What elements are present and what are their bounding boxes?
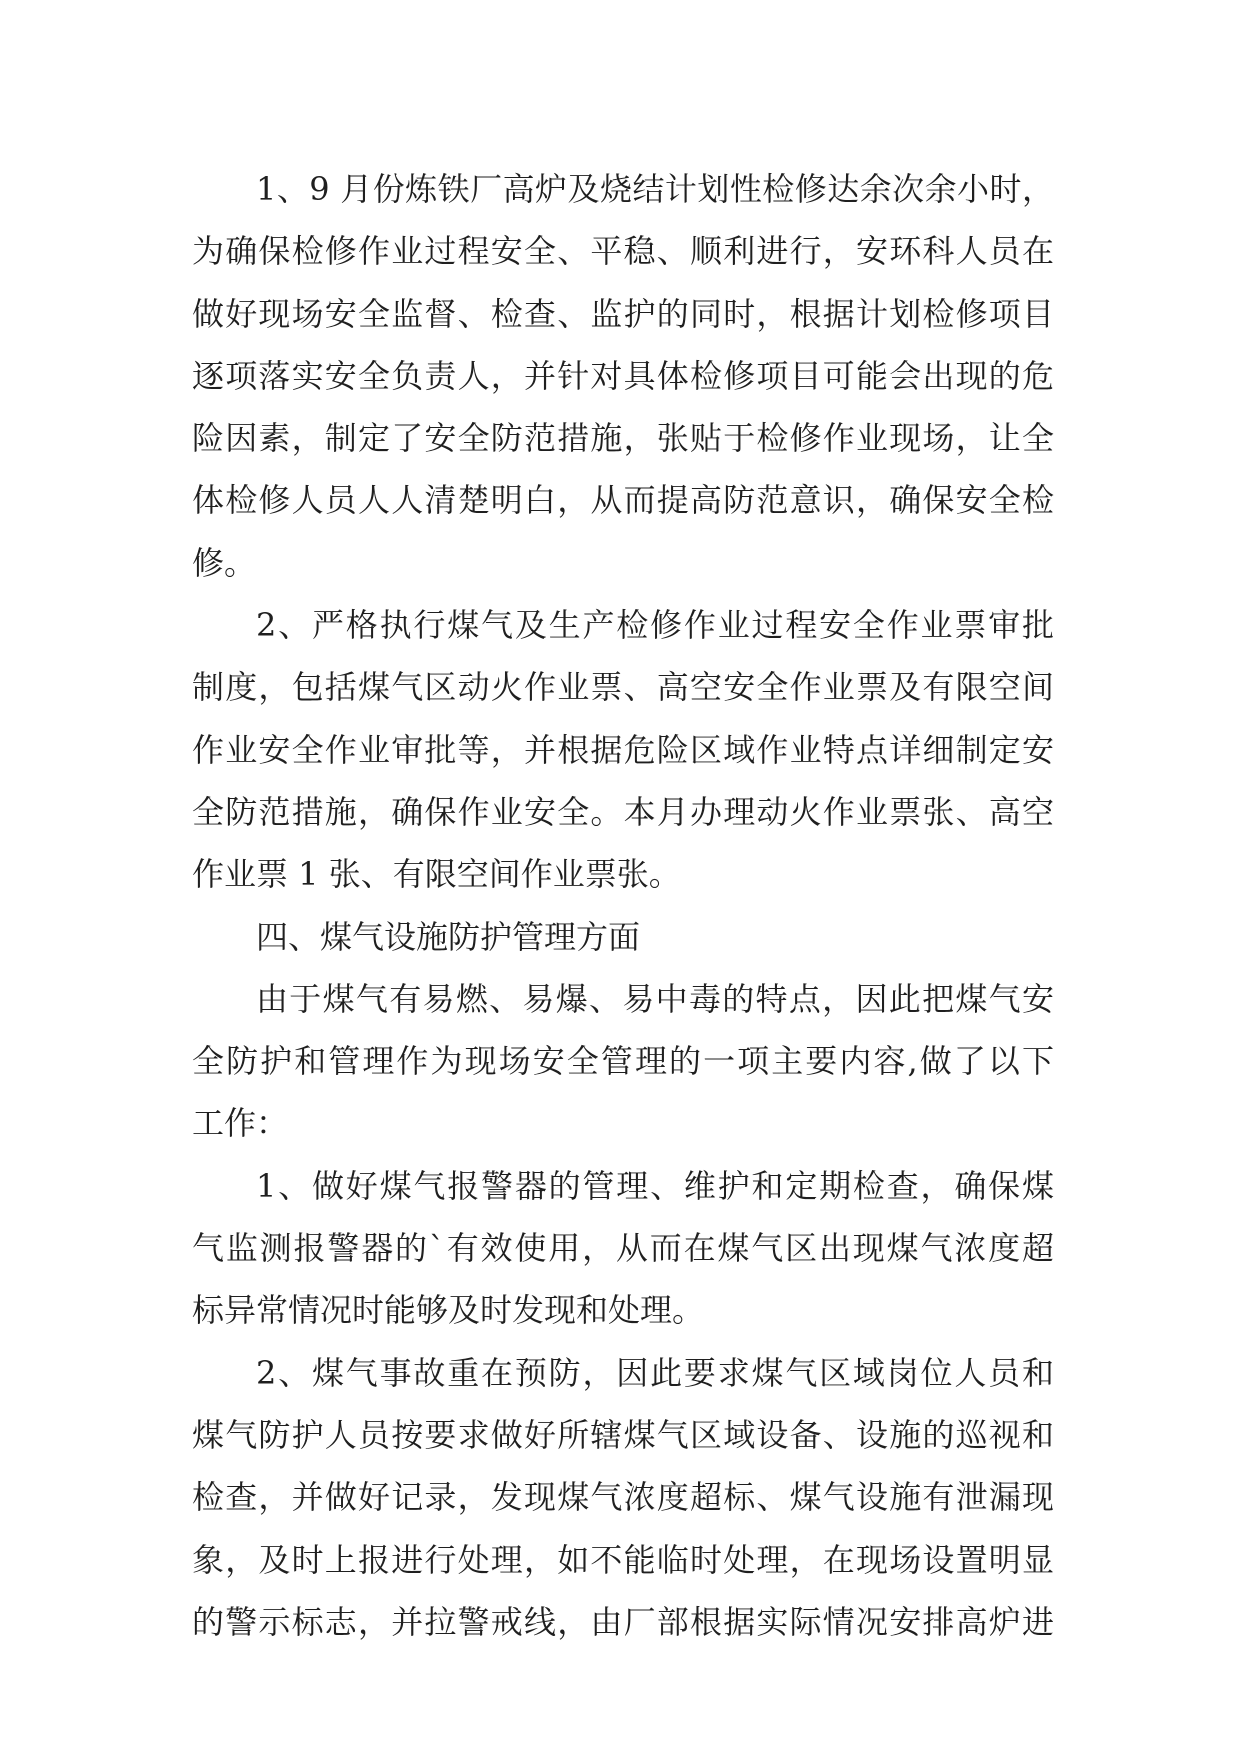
text-line: 四、煤气设施防护管理方面: [256, 917, 641, 956]
text-line: 全防护和管理作为现场安全管理的一项主要内容,做了以下: [192, 1042, 1054, 1081]
text-line: 检查，并做好记录，发现煤气浓度超标、煤气设施有泄漏现: [192, 1478, 1054, 1517]
text-line: 的警示标志，并拉警戒线，由厂部根据实际情况安排高炉进: [192, 1602, 1054, 1641]
text-line: 修。: [192, 543, 257, 582]
text-line: 1、9 月份炼铁厂高炉及烧结计划性检修达余次余小时，: [256, 170, 1054, 208]
text-line: 煤气防护人员按要求做好所辖煤气区域设备、设施的巡视和: [192, 1415, 1054, 1454]
text-line: 作业票 1 张、有限空间作业票张。: [192, 855, 681, 894]
text-line: 气监测报警器的`有效使用，从而在煤气区出现煤气浓度超: [192, 1229, 1054, 1268]
text-line: 1、做好煤气报警器的管理、维护和定期检查，确保煤: [256, 1166, 1054, 1205]
text-line: 工作：: [192, 1104, 289, 1143]
text-line: 险因素，制定了安全防范措施，张贴于检修作业现场，让全: [192, 419, 1054, 458]
text-line: 2、严格执行煤气及生产检修作业过程安全作业票审批: [256, 606, 1054, 645]
text-line: 象，及时上报进行处理，如不能临时处理，在现场设置明显: [192, 1540, 1054, 1579]
text-line: 作业安全作业审批等，并根据危险区域作业特点详细制定安: [192, 730, 1054, 769]
text-line: 由于煤气有易燃、易爆、易中毒的特点，因此把煤气安: [256, 979, 1054, 1018]
text-line: 全防范措施，确保作业安全。本月办理动火作业票张、高空: [192, 792, 1054, 831]
text-line: 制度，包括煤气区动火作业票、高空安全作业票及有限空间: [192, 668, 1054, 707]
text-line: 为确保检修作业过程安全、平稳、顺利进行，安环科人员在: [192, 232, 1054, 271]
text-line: 做好现场安全监督、检查、监护的同时，根据计划检修项目: [192, 294, 1054, 333]
document-body: [192, 158, 1054, 1653]
text-line: 体检修人员人人清楚明白，从而提高防范意识，确保安全检: [192, 481, 1054, 520]
text-line: 标异常情况时能够及时发现和处理。: [192, 1291, 705, 1330]
text-line: 2、煤气事故重在预防，因此要求煤气区域岗位人员和: [256, 1353, 1054, 1392]
text-line: 逐项落实安全负责人，并针对具体检修项目可能会出现的危: [192, 356, 1054, 395]
